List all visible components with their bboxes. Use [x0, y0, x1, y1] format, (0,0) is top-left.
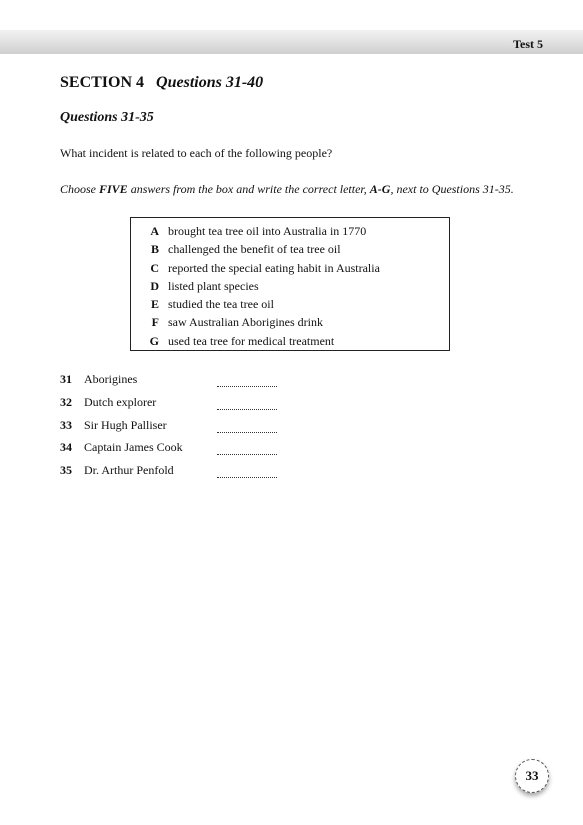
option-letter: C: [150, 260, 159, 275]
option-text: listed plant species: [168, 278, 259, 293]
option-row: [131, 240, 449, 258]
option-text: studied the tea tree oil: [168, 297, 274, 312]
option-letter: A: [150, 224, 159, 238]
option-text: used tea tree for medical treatment: [168, 333, 335, 348]
instruction-suffix: , next to Questions 31-35.: [390, 182, 514, 196]
section-question-range: Questions 31-40: [156, 74, 264, 91]
person-name: Sir Hugh Palliser: [84, 417, 167, 432]
question-number: 32: [60, 394, 72, 409]
option-row: [131, 313, 449, 331]
instruction-count: FIVE: [99, 182, 128, 196]
option-letter: G: [149, 333, 159, 348]
section-label: SECTION 4: [60, 74, 145, 91]
option-text: challenged the benefit of tea tree oil: [168, 242, 341, 257]
instruction-range: A-G: [369, 182, 391, 196]
answer-blank[interactable]: [217, 438, 277, 455]
question-number: 35: [60, 463, 72, 478]
option-letter: B: [150, 242, 159, 257]
section-heading: [60, 74, 263, 92]
option-row: [131, 222, 449, 240]
header-band: [0, 30, 583, 54]
page-number: 33: [525, 768, 539, 783]
options-box: [130, 217, 450, 351]
answer-row: [60, 461, 277, 484]
question-number: 31: [60, 372, 72, 386]
option-text: reported the special eating habit in Australia: [168, 260, 380, 275]
answer-row: [60, 370, 277, 393]
option-row: [131, 259, 449, 277]
answer-blank[interactable]: [217, 370, 277, 387]
instruction-middle: answers from the box and write the correct letter,: [127, 182, 370, 196]
subsection-title: Questions 31-35: [60, 110, 154, 125]
option-row: [131, 295, 449, 313]
person-name: Dr. Arthur Penfold: [84, 463, 174, 478]
test-label: Test 5: [513, 37, 543, 51]
page-number-badge: [515, 759, 549, 793]
question-number: 33: [60, 417, 72, 432]
option-row: [131, 332, 449, 350]
question-number: 34: [60, 440, 72, 455]
answer-blank[interactable]: [217, 416, 277, 433]
answer-list: [60, 370, 277, 484]
instruction-prefix: Choose: [60, 182, 99, 196]
question-prompt: What incident is related to each of the following people?: [60, 146, 333, 160]
option-letter: D: [150, 278, 159, 293]
person-name: Captain James Cook: [84, 440, 183, 455]
answer-blank[interactable]: [217, 461, 277, 478]
answer-row: [60, 416, 277, 439]
option-letter: E: [150, 297, 159, 312]
person-name: Aborigines: [84, 372, 138, 386]
option-letter: F: [151, 315, 159, 330]
answer-row: [60, 438, 277, 461]
answer-blank[interactable]: [217, 393, 277, 410]
instruction: [60, 182, 514, 197]
answer-row: [60, 393, 277, 416]
option-text: saw Australian Aborigines drink: [168, 315, 323, 330]
option-row: [131, 277, 449, 295]
option-text: brought tea tree oil into Australia in 1770: [168, 224, 367, 238]
person-name: Dutch explorer: [84, 394, 157, 409]
